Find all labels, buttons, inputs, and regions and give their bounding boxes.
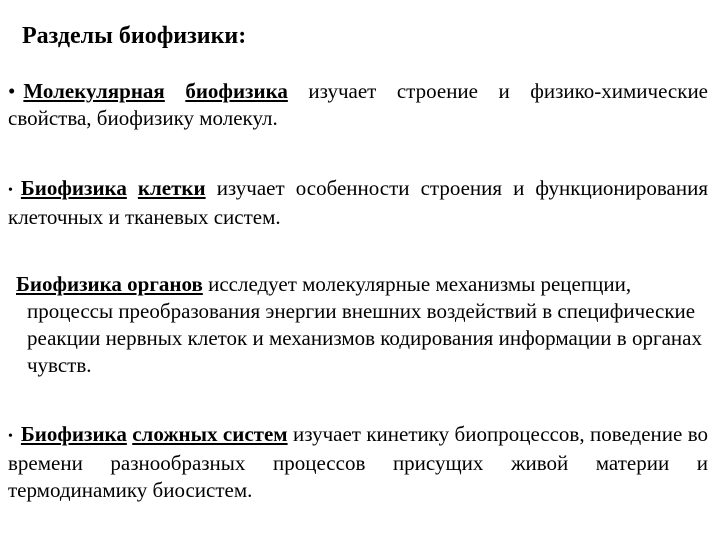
term-complex-systems: сложных систем (132, 422, 288, 446)
section-text: изучает особенности строения и функционирования клеточных и тканевых систем. (8, 176, 708, 229)
section-text: изучает кинетику биопроцессов, поведение во времени разнообразных процессов присущих живой материи и термодинамику биосистем. (8, 422, 709, 502)
page-title: Разделы биофизики: (22, 23, 247, 49)
section-text: исследует молекулярные механизмы рецепции, процессы преобразования энергии внешних воздействий в специфические реакции нервных клеток и механизмов кодирования информации в органах чувств. (27, 272, 702, 377)
term-biophysics: биофизика (185, 79, 288, 103)
term-molecular: Молекулярная (23, 79, 165, 103)
term-cell: клетки (137, 176, 206, 200)
bullet-icon: • (8, 182, 13, 198)
term-biophysics: Биофизика (20, 176, 127, 200)
term-biophysics: Биофизика (20, 422, 127, 446)
section-complex-systems-biophysics (8, 421, 708, 504)
bullet-icon: • (8, 428, 13, 444)
term-organ-biophysics: Биофизика органов (16, 272, 203, 296)
bullet-icon: • (8, 79, 16, 103)
section-organ-biophysics (8, 271, 708, 379)
section-molecular-biophysics (8, 78, 708, 132)
section-text: изучает строение и физико-химические свойства, биофизику молекул. (8, 79, 709, 130)
section-cell-biophysics (8, 175, 708, 231)
